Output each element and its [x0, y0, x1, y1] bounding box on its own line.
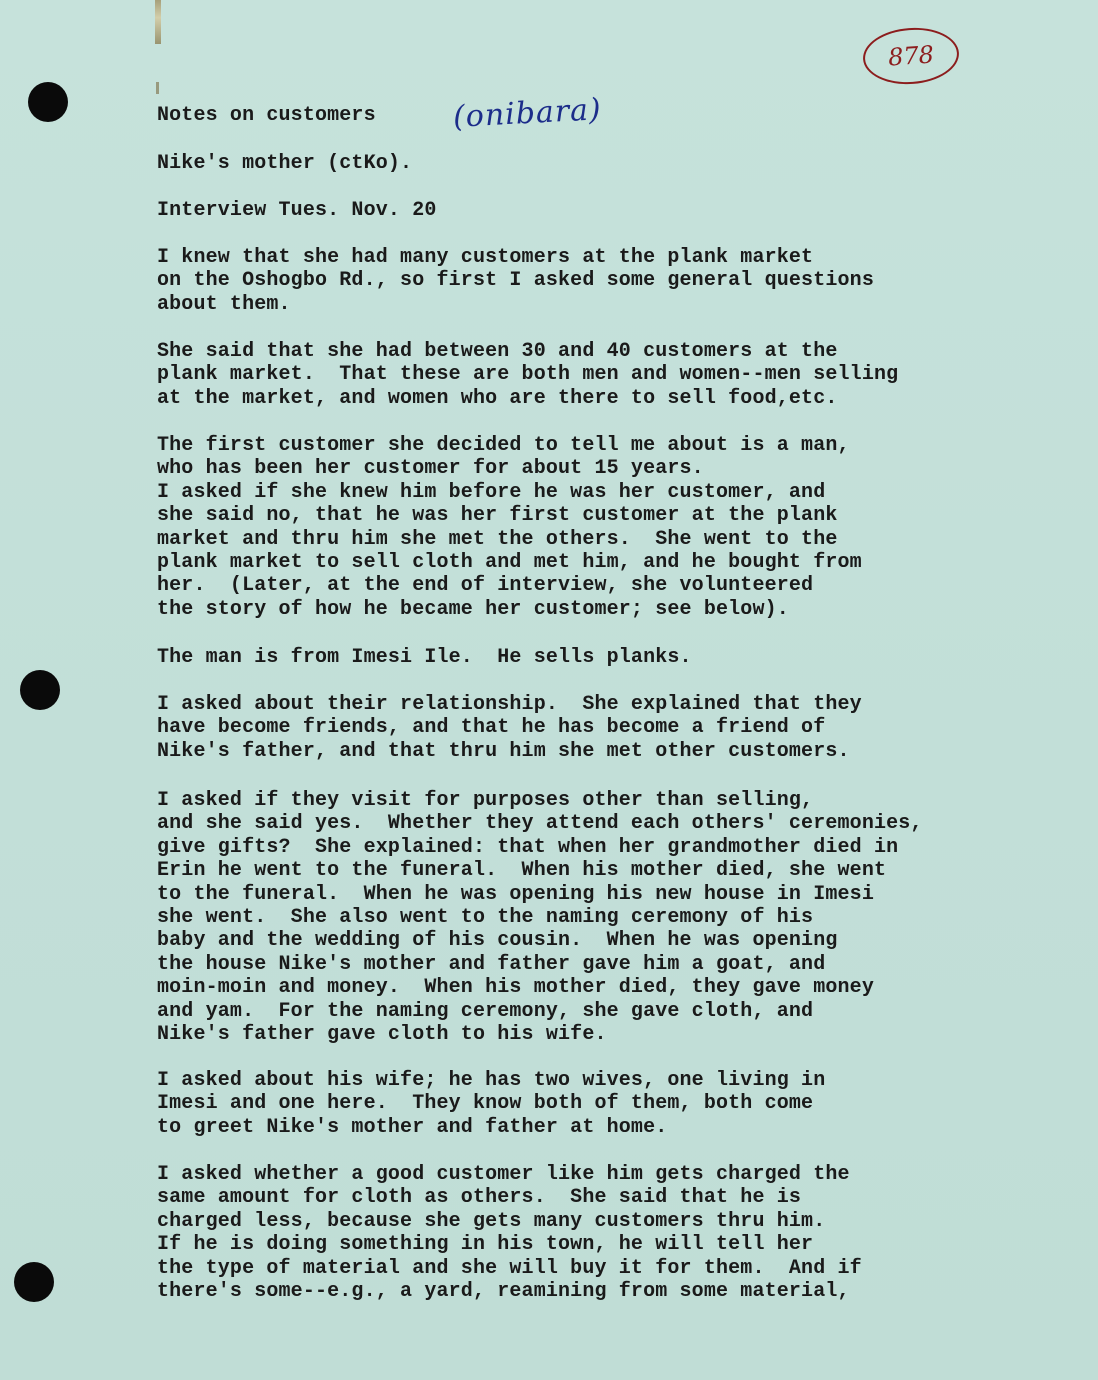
paragraph-line: give gifts? She explained: that when her grandmother died in: [157, 835, 899, 859]
paragraph-line: she went. She also went to the naming ceremony of his: [157, 905, 814, 929]
paragraph: [157, 693, 862, 763]
paragraph-line: the type of material and she will buy it for them. And if: [157, 1256, 862, 1280]
paragraph-line: Imesi and one here. They know both of them, both come: [157, 1092, 814, 1116]
paragraph-line: to the funeral. When he was opening his new house in Imesi: [157, 882, 874, 906]
paragraph: [157, 434, 862, 621]
paragraph-line: at the market, and women who are there to sell food,etc.: [157, 386, 838, 410]
paragraph-line: and she said yes. Whether they attend each others' ceremonies,: [157, 812, 923, 836]
paragraph-line: who has been her customer for about 15 years.: [157, 457, 704, 481]
paragraph: [157, 1069, 825, 1139]
paragraph: [157, 789, 923, 1046]
document-subject: Nike's mother (ctKo).: [157, 152, 413, 175]
paragraph-line: there's some--e.g., a yard, reamining from some material,: [157, 1279, 850, 1303]
handwritten-annotation: (onibara): [452, 92, 603, 135]
paragraph-line: She said that she had between 30 and 40 customers at the: [157, 340, 838, 363]
paragraph-line: I asked whether a good customer like him gets charged the: [157, 1163, 850, 1186]
paragraph: [157, 246, 874, 316]
paragraph-line: she said no, that he was her first customer at the plank: [157, 504, 838, 528]
paragraph-line: and yam. For the naming ceremony, she gave cloth, and: [157, 999, 814, 1023]
document-title: Notes on customers: [157, 104, 376, 127]
paragraph-line: Nike's father, and that thru him she met other customers.: [157, 739, 850, 763]
paragraph: [157, 340, 898, 410]
paragraph-line: I asked about his wife; he has two wives, one living in: [157, 1069, 826, 1092]
paragraph-line: market and thru him she met the others. She went to the: [157, 527, 838, 551]
paragraph-line: her. (Later, at the end of interview, she volunteered: [157, 574, 814, 598]
paragraph-line: the story of how he became her customer; see below).: [157, 597, 789, 621]
paragraph-line: I asked if they visit for purposes other than selling,: [157, 789, 814, 812]
paragraph-line: If he is doing something in his town, he will tell her: [157, 1233, 814, 1257]
paragraph-line: I knew that she had many customers at the plank market: [157, 246, 814, 269]
paragraph-line: I asked if she knew him before he was her customer, and: [157, 480, 826, 504]
paragraph-line: about them.: [157, 292, 291, 316]
page-number-circled: 878: [861, 25, 961, 88]
paragraph-line: Erin he went to the funeral. When his mother died, she went: [157, 859, 887, 883]
punch-hole-middle: [20, 670, 60, 710]
paragraph-line: plank market to sell cloth and met him, and he bought from: [157, 550, 862, 574]
paragraph-line: moin-moin and money. When his mother died, they gave money: [157, 976, 874, 1000]
paragraph-line: Nike's father gave cloth to his wife.: [157, 1022, 607, 1046]
paragraph-line: plank market. That these are both men and women--men selling: [157, 363, 899, 387]
paragraph-line: The first customer she decided to tell me about is a man,: [157, 434, 850, 457]
interview-date: Interview Tues. Nov. 20: [157, 199, 437, 222]
paragraph-line: charged less, because she gets many customers thru him.: [157, 1209, 826, 1233]
paragraph-line: have become friends, and that he has become a friend of: [157, 716, 826, 740]
staple-mark: [155, 0, 161, 44]
paragraph-line: The man is from Imesi Ile. He sells planks.: [157, 646, 692, 669]
paragraph-line: to greet Nike's mother and father at home.: [157, 1115, 668, 1139]
paragraph-line: on the Oshogbo Rd., so first I asked some general questions: [157, 269, 874, 293]
staple-mark-lower: [156, 82, 159, 94]
paragraph-line: same amount for cloth as others. She said that he is: [157, 1186, 802, 1210]
paragraph-line: baby and the wedding of his cousin. When he was opening: [157, 929, 838, 953]
paragraph-line: the house Nike's mother and father gave him a goat, and: [157, 952, 826, 976]
punch-hole-bottom: [14, 1262, 54, 1302]
punch-hole-top: [28, 82, 68, 122]
paragraph: [157, 646, 692, 669]
paragraph-line: I asked about their relationship. She explained that they: [157, 693, 862, 716]
paragraph: [157, 1163, 862, 1303]
